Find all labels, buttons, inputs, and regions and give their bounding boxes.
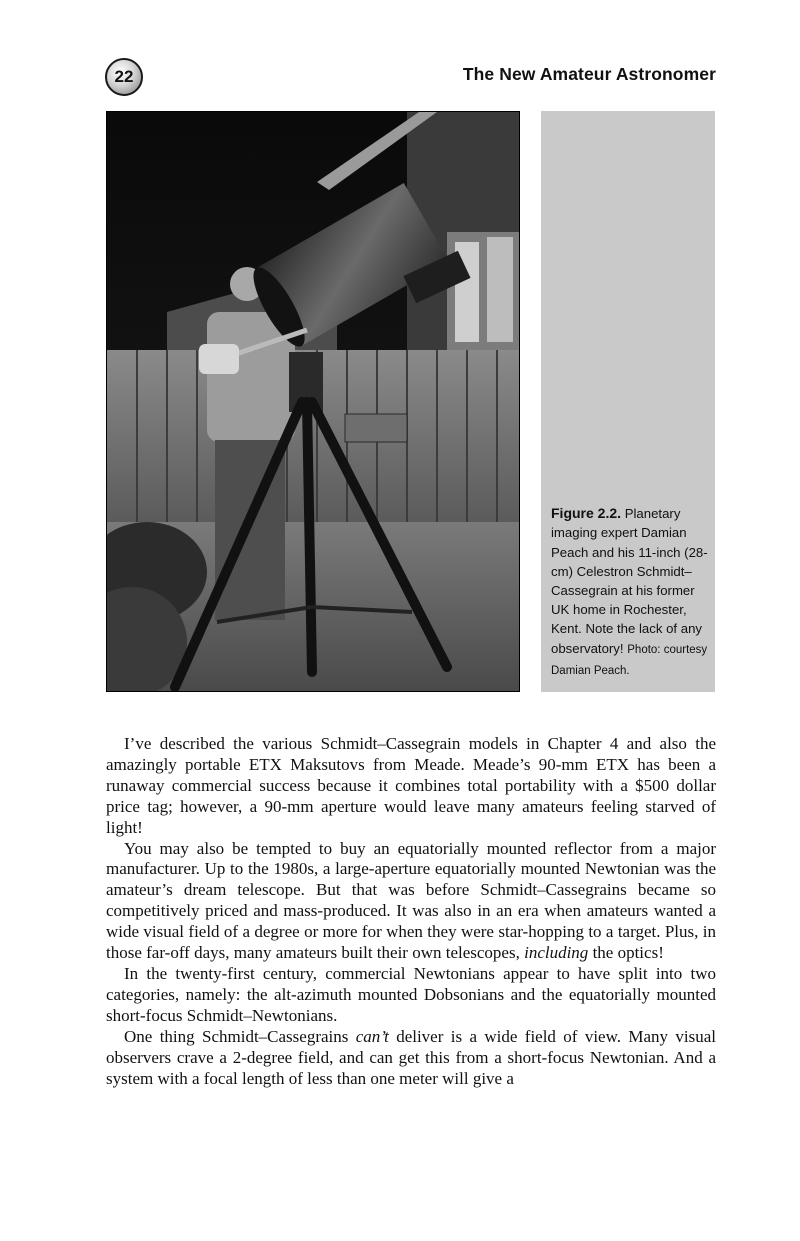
paragraph-2-text-a: You may also be tempted to buy an equatorially mounted reflector from a major manufacturer. Up to the 1980s, a large-aperture equatorially mounted Newtonian was the amateur’s dream telescope. But that was before Schmidt–Cassegrains became so competitively priced and mass-produced. It was also in an era when amateurs wanted a wide visual field of a degree or more for when they were star-hopping to a target. Plus, in those far-off days, many amateurs built their own telescopes,: [106, 838, 716, 963]
paragraph-4-text-a: One thing Schmidt–Cassegrains: [124, 1026, 349, 1046]
paragraph-2-text-b: the optics!: [592, 943, 664, 963]
paragraph-4-text-b: deliver is a wide field of view. Many visual observers crave a 2-degree field, and can get this from a short-focus Newtonian. And a system with a focal length of less than one meter will give a: [106, 1026, 717, 1088]
paragraph-1: I’ve described the various Schmidt–Cassegrain models in Chapter 4 and also the amazingly portable ETX Maksutovs from Meade. Meade’s 90-mm ETX has been a runaway commercial success because it combines total portability with a $500 dollar price tag; however, a 90-mm aperture would leave many amateurs feeling starved of light!: [106, 734, 716, 837]
page-number-badge: [105, 58, 143, 96]
paragraph-4-emphasis: can’t: [355, 1026, 389, 1046]
figure-caption-text: Planetary imaging expert Damian Peach and his 11-inch (28-cm) Celestron Schmidt–Cassegrain at his former UK home in Rochester, Kent. Note the lack of any observatory!: [551, 506, 708, 656]
paragraph-2: [106, 839, 716, 964]
figure-photo: [106, 111, 520, 692]
figure-caption: [551, 504, 709, 681]
paragraph-4: [106, 1027, 716, 1090]
body-text: [106, 734, 716, 1089]
page-number: 22: [114, 67, 134, 86]
running-title: The New Amateur Astronomer: [462, 64, 716, 84]
figure-label: Figure 2.2.: [551, 505, 622, 522]
paragraph-2-emphasis: including: [524, 943, 589, 963]
photo-credit: Photo: courtesy Damian Peach.: [551, 643, 708, 677]
caption-panel: [541, 111, 715, 692]
paragraph-3: In the twenty-first century, commercial Newtonians appear to have split into two categories, namely: the alt-azimuth mounted Dobsonians and the equatorially mounted short-focus Schmidt–Newtonians.: [106, 963, 716, 1025]
